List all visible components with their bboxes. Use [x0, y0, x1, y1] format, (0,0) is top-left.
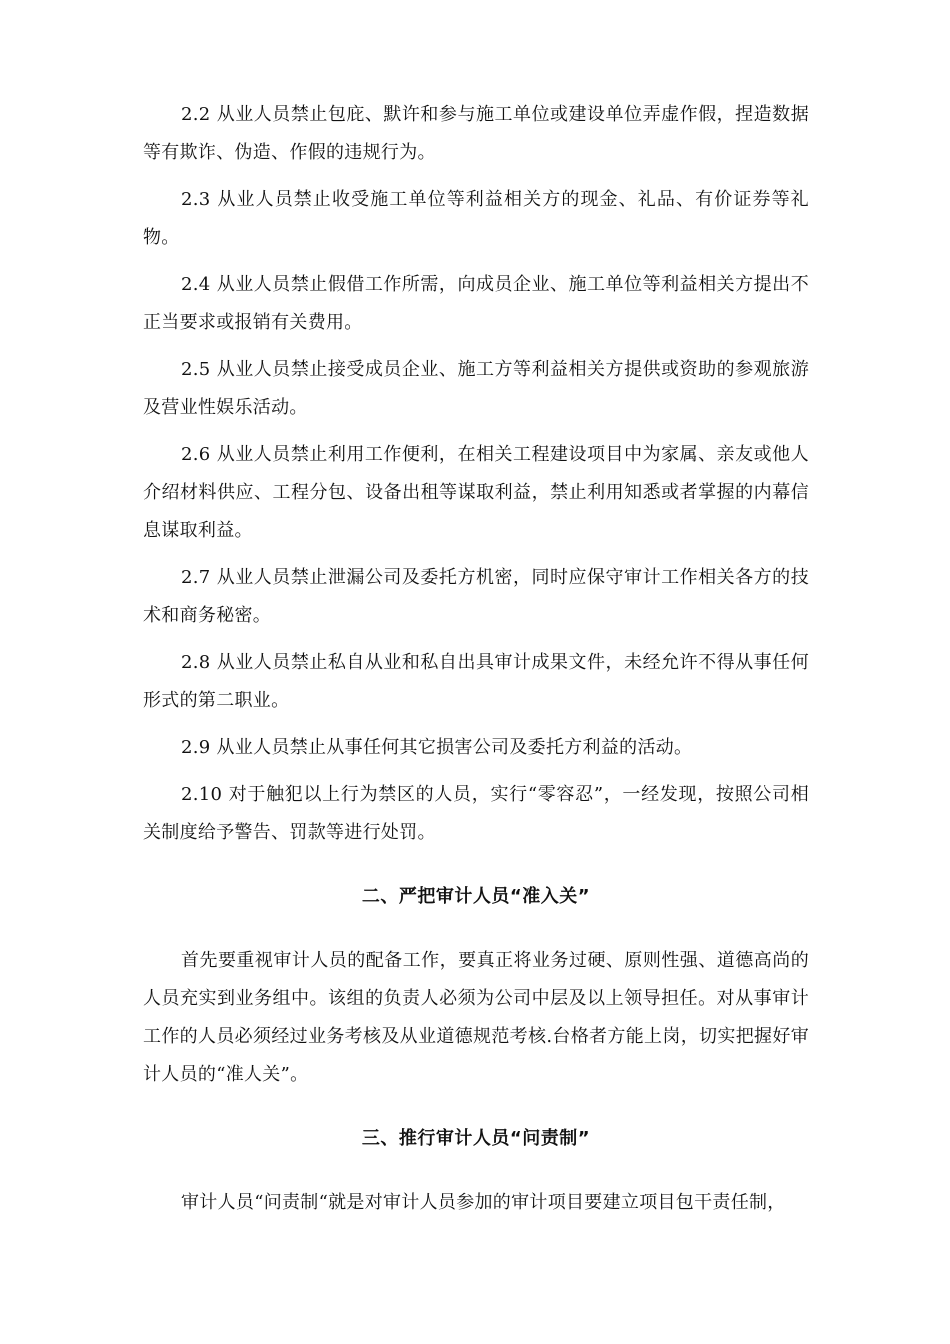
- clause-2-9: 2.9 从业人员禁止从事任何其它损害公司及委托方利益的活动。: [181, 737, 693, 758]
- clause-2-2: 2.2 从业人员禁止包庇、默许和参与施工单位或建设单位弄虚作假，捏造数据等有欺诈、伪造、作假的违规行为。: [143, 104, 809, 163]
- clause-2-4: 2.4 从业人员禁止假借工作所需，向成员企业、施工单位等利益相关方提出不正当要求或报销有关费用。: [143, 274, 809, 333]
- section-3-body: 审计人员“问责制“就是对审计人员参加的审计项目要建立项目包干责任制，: [181, 1192, 786, 1213]
- clause-2-6: 2.6 从业人员禁止利用工作便利，在相关工程建设项目中为家属、亲友或他人介绍材料供应、工程分包、设备出租等谋取利益，禁止利用知悉或者掌握的内幕信息谋取利益。: [143, 444, 809, 541]
- section-3-heading: 三、推行审计人员“问责制”: [361, 1128, 591, 1149]
- section-2-heading: 二、严把审计人员“准入关”: [361, 886, 591, 907]
- section-2-body: 首先要重视审计人员的配备工作，要真正将业务过硬、原则性强、道德高尚的人员充实到业务组中。该组的负责人必须为公司中层及以上领导担任。对从事审计工作的人员必须经过业务考核及从业道德规范考核.台格者方能上岗，切实把握好审计人员的“准人关”。: [143, 950, 809, 1085]
- clause-2-10: 2.10 对于触犯以上行为禁区的人员，实行“零容忍”，一经发现，按照公司相关制度给予警告、罚款等进行处罚。: [143, 784, 809, 843]
- document-page: [143, 96, 809, 1231]
- clause-2-7: 2.7 从业人员禁止泄漏公司及委托方机密，同时应保守审计工作相关各方的技术和商务秘密。: [143, 567, 809, 626]
- clause-2-3: 2.3 从业人员禁止收受施工单位等利益相关方的现金、礼品、有价证券等礼物。: [143, 189, 809, 248]
- clause-2-5: 2.5 从业人员禁止接受成员企业、施工方等利益相关方提供或资助的参观旅游及营业性娱乐活动。: [143, 359, 809, 418]
- clause-2-8: 2.8 从业人员禁止私自从业和私自出具审计成果文件，未经允许不得从事任何形式的第二职业。: [143, 652, 809, 711]
